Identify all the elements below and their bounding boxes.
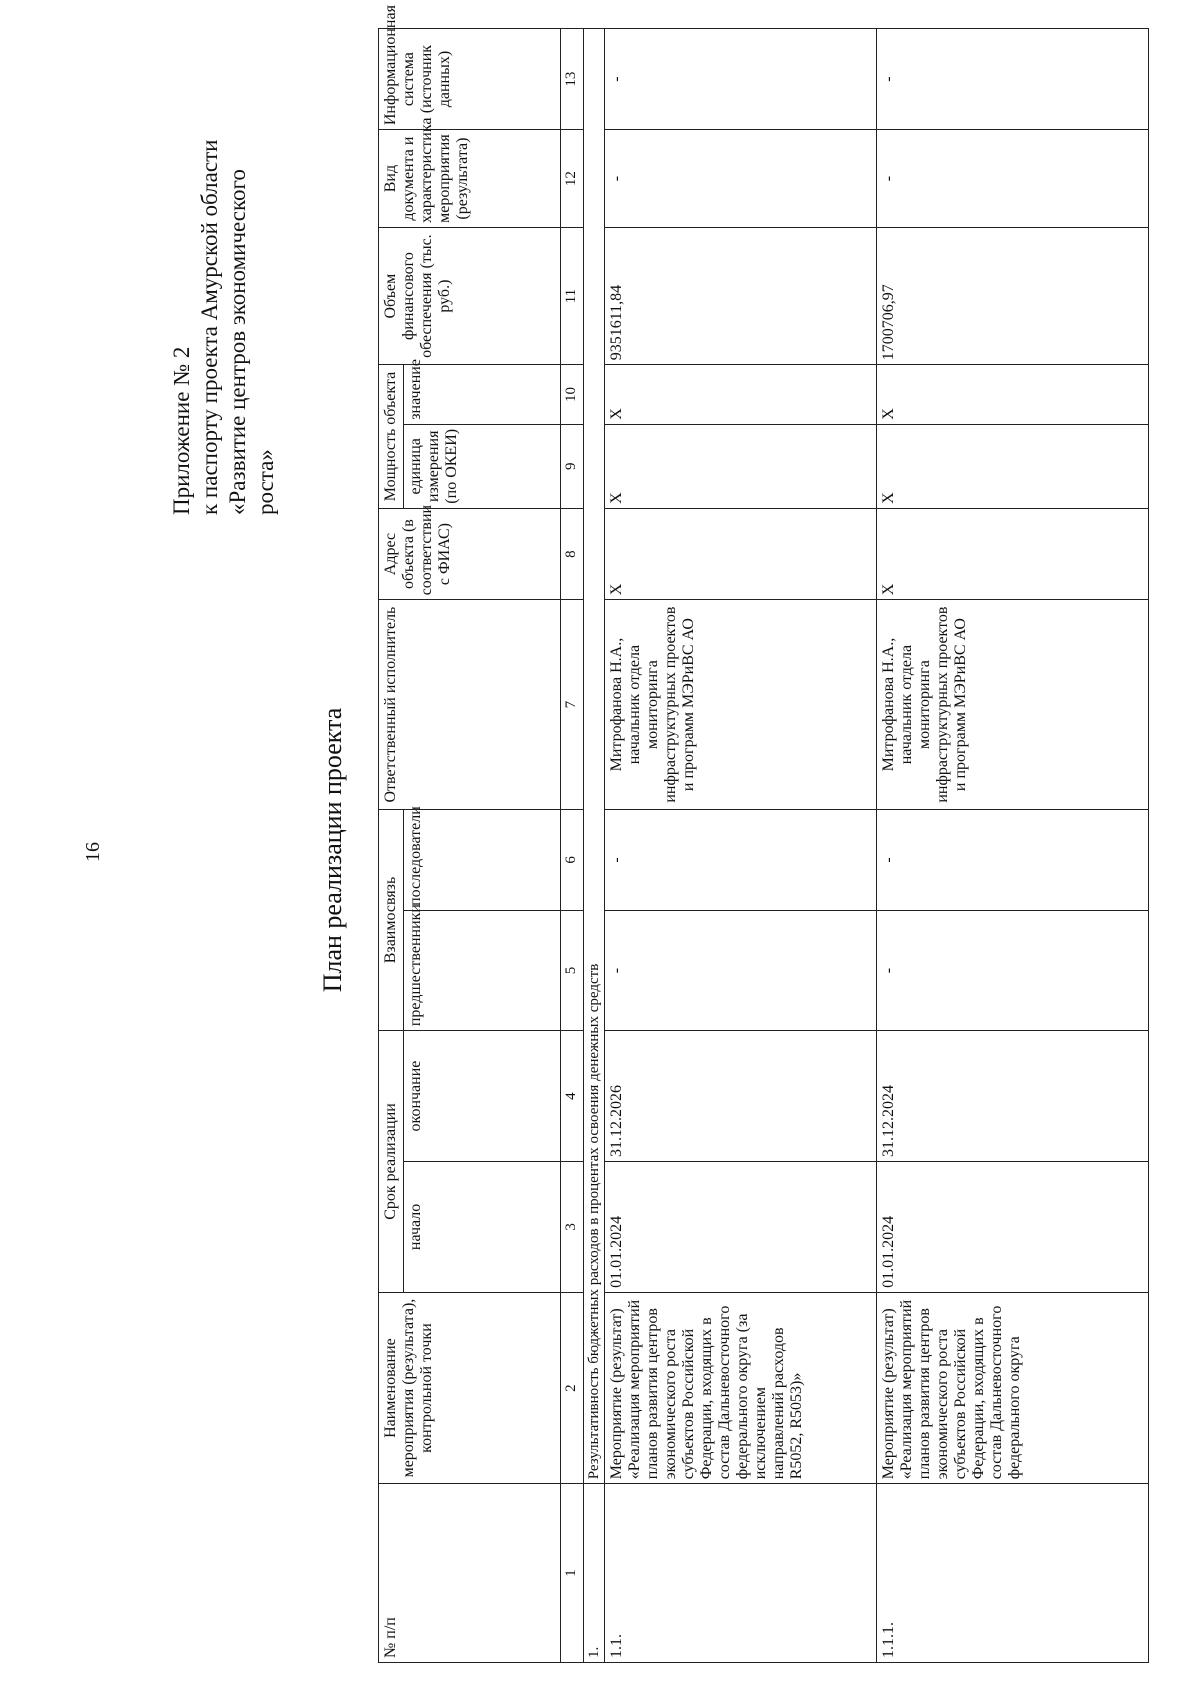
appendix-line-3: «Развитие центров экономического <box>225 169 250 515</box>
page-number: 16 <box>82 842 104 862</box>
header-term: Срок реализации <box>379 1031 404 1293</box>
row-start-date: 01.01.2024 <box>605 1161 877 1292</box>
row-capacity-unit: X <box>877 424 1149 508</box>
header-link-pred: предшественники <box>404 910 561 1030</box>
header-doc-type: Вид документа и характеристика мероприятия (результата) <box>379 130 561 228</box>
row-successors: - <box>877 809 1149 910</box>
column-number: 9 <box>561 424 584 508</box>
plan-table <box>378 5 1149 1663</box>
appendix-heading <box>168 55 280 515</box>
row-number: 1.1. <box>605 1484 877 1663</box>
row-end-date: 31.12.2026 <box>605 1031 877 1162</box>
row-capacity-unit: X <box>605 424 877 508</box>
row-address: X <box>605 508 877 599</box>
column-number: 3 <box>561 1161 584 1292</box>
column-number: 12 <box>561 130 584 228</box>
section-title: Результативность бюджетных расходов в процентах освоения денежных средств <box>584 29 605 1484</box>
column-number: 10 <box>561 365 584 425</box>
header-num: № п/п <box>379 1484 561 1663</box>
column-number-row <box>561 29 584 1663</box>
row-info-system: - <box>877 29 1149 130</box>
row-finance: 1700706,97 <box>877 228 1149 365</box>
row-doc-type: - <box>605 130 877 228</box>
row-predecessors: - <box>877 910 1149 1030</box>
row-doc-type: - <box>877 130 1149 228</box>
row-start-date: 01.01.2024 <box>877 1161 1149 1292</box>
row-info-system: - <box>605 29 877 130</box>
column-number: 5 <box>561 910 584 1030</box>
header-info-system: Информационная система (источник данных) <box>379 29 561 130</box>
row-capacity-value: X <box>605 365 877 425</box>
column-number: 6 <box>561 809 584 910</box>
column-number: 11 <box>561 228 584 365</box>
header-link-succ: последователи <box>404 809 561 910</box>
column-number: 8 <box>561 508 584 599</box>
column-number: 7 <box>561 600 584 810</box>
column-number: 4 <box>561 1031 584 1162</box>
row-name: Мероприятие (результат) «Реализация мероприятий планов развития центров экономического роста субъектов Российской Федерации, входящих в состав Дальневосточного федерального округа <box>877 1292 1149 1483</box>
row-finance: 9351611,84 <box>605 228 877 365</box>
column-number: 13 <box>561 29 584 130</box>
plan-title: План реализации проекта <box>318 707 347 993</box>
appendix-line-2: к паспорту проекта Амурской области <box>197 139 222 515</box>
row-capacity-value: X <box>877 365 1149 425</box>
row-number: 1.1.1. <box>877 1484 1149 1663</box>
header-finance: Объем финансового обеспечения (тыс. руб.) <box>379 228 561 365</box>
row-successors: - <box>605 809 877 910</box>
row-end-date: 31.12.2024 <box>877 1031 1149 1162</box>
row-responsible: Митрофанова Н.А., начальник отдела мониторинга инфраструктурных проектов и программ МЭРиВС АО <box>605 600 877 810</box>
table-row <box>605 29 877 1663</box>
header-capacity-value: значение <box>404 365 561 425</box>
header-capacity-unit: единица измерения (по ОКЕИ) <box>404 424 561 508</box>
header-responsible: Ответственный исполнитель <box>379 600 561 810</box>
row-address: X <box>877 508 1149 599</box>
header-link: Взаимосвязь <box>379 809 404 1030</box>
appendix-line-4: роста» <box>253 449 278 515</box>
appendix-line-1: Приложение № 2 <box>169 346 194 515</box>
column-number: 1 <box>561 1484 584 1663</box>
header-name: Наименование мероприятия (результата), контрольной точки <box>379 1292 561 1483</box>
section-number: 1. <box>584 1484 605 1663</box>
column-number: 2 <box>561 1292 584 1483</box>
table-row <box>877 29 1149 1663</box>
row-responsible: Митрофанова Н.А., начальник отдела мониторинга инфраструктурных проектов и программ МЭРиВС АО <box>877 600 1149 810</box>
header-term-end: окончание <box>404 1031 561 1162</box>
header-capacity: Мощность объекта <box>379 365 404 509</box>
header-address: Адрес объекта (в соответствии с ФИАС) <box>379 508 561 599</box>
row-name: Мероприятие (результат) «Реализация мероприятий планов развития центров экономического роста субъектов Российской Федерации, входящих в состав Дальневосточного федерального округа (за исключением направлений расходов R5052, R5053)» <box>605 1292 877 1483</box>
row-predecessors: - <box>605 910 877 1030</box>
header-row-1 <box>379 29 404 1663</box>
section-row <box>584 29 605 1663</box>
header-term-start: начало <box>404 1161 561 1292</box>
